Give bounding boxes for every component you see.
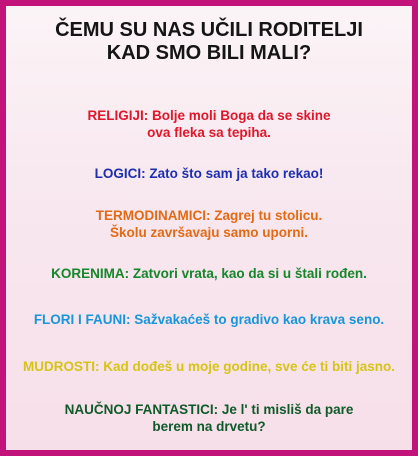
item-mudrosti-line-1: MUDROSTI: Kad dođeš u moje godine, sve će ti biti jasno. [22,359,396,374]
item-flori-i-fauni [6,311,412,328]
item-religiji [6,107,412,141]
title-line-2: KAD SMO BILI MALI? [106,42,312,64]
item-religiji-line-2: ova fleka sa tepiha. [147,125,271,140]
item-termodinamici-line-2: Školu završavaju samo uporni. [109,225,309,240]
title-line-1: ČEMU SU NAS UČILI RODITELJI [55,19,363,41]
item-termodinamici-line-1: TERMODINAMICI: Zagrej tu stolicu. [95,208,323,223]
item-logici-line-1: LOGICI: Zato što sam ja tako rekao! [94,166,324,181]
item-logici [6,165,412,182]
item-mudrosti [6,358,412,375]
item-korenima [6,265,412,282]
item-korenima-line-1: KORENIMA: Zatvori vrata, kao da si u štali rođen. [51,266,367,281]
item-naucnoj-fantastici-line-1: NAUČNOJ FANTASTICI: Je l' ti misliš da pare [64,402,354,417]
poster-card [6,6,412,450]
item-naucnoj-fantastici-line-2: berem na drvetu? [152,419,266,434]
item-religiji-line-1: RELIGIJI: Bolje moli Boga da se skine [87,108,331,123]
item-flori-i-fauni-line-1: FLORI I FAUNI: Sažvakaćeš to gradivo kao krava seno. [33,312,385,327]
item-termodinamici [6,207,412,241]
item-naucnoj-fantastici [6,401,412,435]
